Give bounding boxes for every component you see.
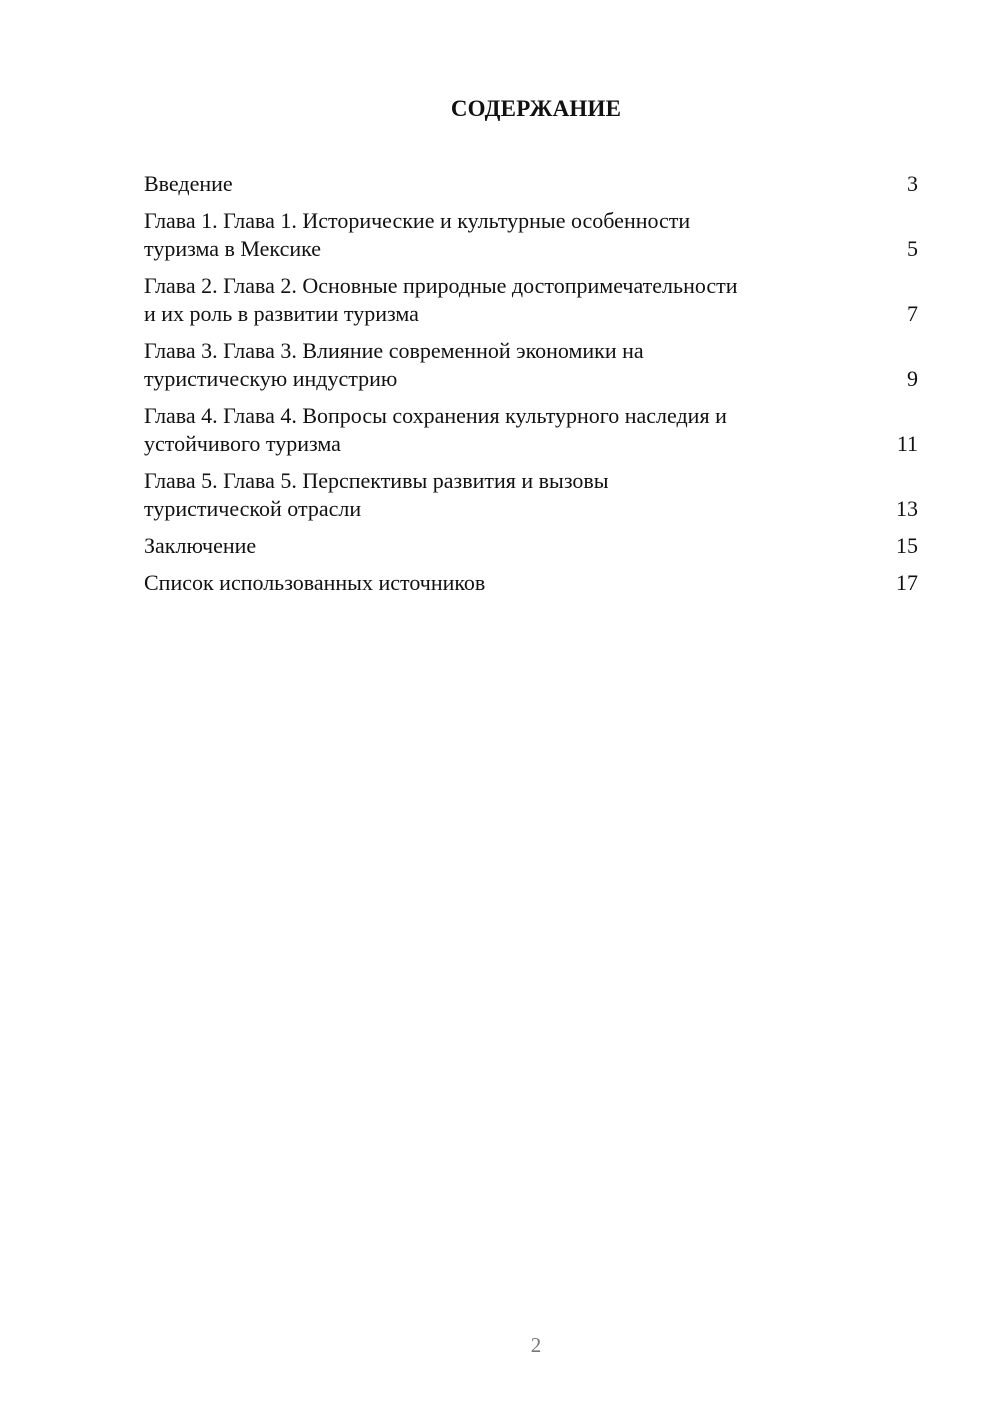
toc-entry-introduction bbox=[144, 170, 918, 198]
toc-entry-text: Заключение bbox=[144, 533, 257, 558]
toc-entry-references bbox=[144, 569, 918, 597]
toc-entry-page: 9 bbox=[907, 366, 918, 391]
toc-entry-text: Список использованных источников bbox=[144, 570, 486, 595]
toc-entry-page: 5 bbox=[907, 236, 918, 261]
toc-entry-page: 11 bbox=[896, 431, 918, 456]
table-of-contents bbox=[144, 170, 918, 606]
toc-entry-page: 15 bbox=[896, 533, 918, 558]
toc-entry-chapter-4 bbox=[144, 402, 918, 458]
toc-entry-chapter-5 bbox=[144, 467, 918, 523]
toc-entry-page: 3 bbox=[907, 171, 918, 196]
toc-entry-page: 17 bbox=[896, 570, 918, 595]
page-number: 2 bbox=[530, 1333, 542, 1357]
toc-entry-text: Глава 2. Глава 2. Основные природные достопримечательности и их роль в развитии туризма bbox=[144, 273, 738, 326]
toc-entry-page: 7 bbox=[907, 301, 918, 326]
toc-entry-text: Глава 3. Глава 3. Влияние современной экономики на туристическую индустрию bbox=[144, 338, 644, 391]
toc-entry-conclusion bbox=[144, 532, 918, 560]
toc-entry-chapter-1 bbox=[144, 207, 918, 263]
toc-entry-chapter-2 bbox=[144, 272, 918, 328]
toc-entry-text: Глава 5. Глава 5. Перспективы развития и вызовы туристической отрасли bbox=[144, 468, 609, 521]
page-title: СОДЕРЖАНИЕ bbox=[450, 96, 622, 121]
toc-entry-text: Глава 4. Глава 4. Вопросы сохранения культурного наследия и устойчивого туризма bbox=[144, 403, 727, 456]
toc-entry-page: 13 bbox=[896, 496, 918, 521]
toc-entry-text: Глава 1. Глава 1. Исторические и культурные особенности туризма в Мексике bbox=[144, 208, 691, 261]
toc-entry-chapter-3 bbox=[144, 337, 918, 393]
toc-entry-text: Введение bbox=[144, 171, 233, 196]
